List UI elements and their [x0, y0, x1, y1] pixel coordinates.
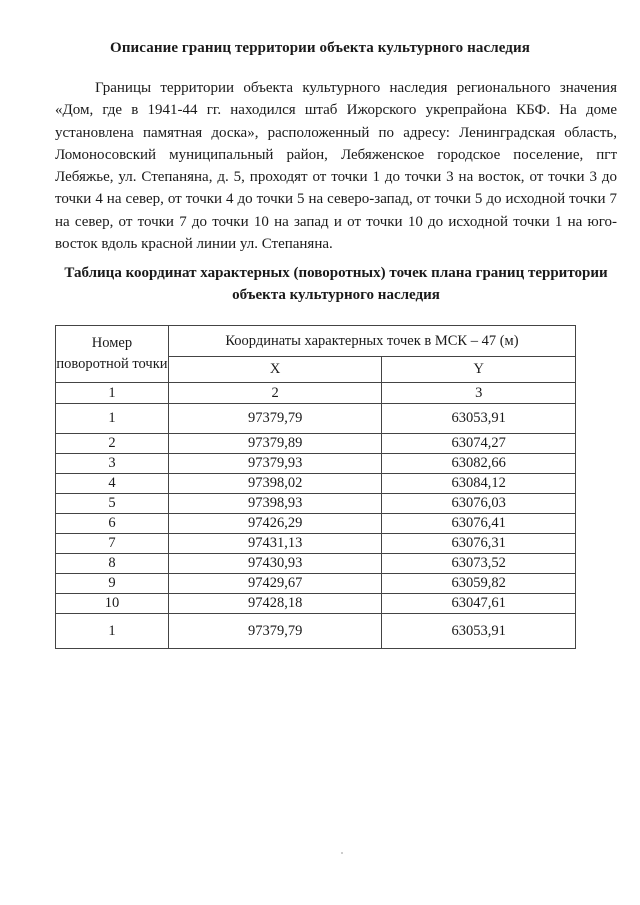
x-cell: 97430,93 [168, 554, 382, 574]
header-point-number: Номер поворотной точки [56, 326, 169, 383]
column-index-row [56, 383, 576, 404]
y-cell: 63059,82 [382, 574, 576, 594]
table-row [56, 534, 576, 554]
table-row [56, 404, 576, 434]
y-cell: 63073,52 [382, 554, 576, 574]
table-title [48, 262, 624, 306]
point-cell: 1 [56, 404, 169, 434]
point-cell: 2 [56, 434, 169, 454]
x-cell: 97428,18 [168, 594, 382, 614]
x-cell: 97398,93 [168, 494, 382, 514]
coordinates-table [55, 325, 576, 649]
table-row [56, 514, 576, 534]
y-cell: 63076,03 [382, 494, 576, 514]
header-coordinates: Координаты характерных точек в МСК – 47 (м) [168, 326, 575, 357]
point-cell: 8 [56, 554, 169, 574]
point-cell: 7 [56, 534, 169, 554]
column-index-cell: 1 [56, 383, 169, 404]
point-cell: 5 [56, 494, 169, 514]
header-x: X [168, 357, 382, 383]
column-index-cell: 2 [168, 383, 382, 404]
table-row [56, 494, 576, 514]
table-row [56, 474, 576, 494]
table-row [56, 594, 576, 614]
y-cell: 63074,27 [382, 434, 576, 454]
point-cell: 4 [56, 474, 169, 494]
document-title: Описание границ территории объекта культурного наследия [110, 40, 530, 56]
point-cell: 3 [56, 454, 169, 474]
x-cell: 97379,93 [168, 454, 382, 474]
table-title-line-2: объекта культурного наследия [232, 287, 440, 303]
x-cell: 97398,02 [168, 474, 382, 494]
point-cell: 1 [56, 614, 169, 649]
x-cell: 97431,13 [168, 534, 382, 554]
table-row [56, 454, 576, 474]
table-title-line-1: Таблица координат характерных (поворотных) точек плана границ территории [64, 265, 608, 281]
y-cell: 63053,91 [382, 404, 576, 434]
y-cell: 63082,66 [382, 454, 576, 474]
table-row [56, 554, 576, 574]
y-cell: 63053,91 [382, 614, 576, 649]
y-cell: 63047,61 [382, 594, 576, 614]
table-header-row [56, 326, 576, 357]
scan-speck [341, 852, 343, 854]
y-cell: 63076,31 [382, 534, 576, 554]
x-cell: 97379,79 [168, 614, 382, 649]
y-cell: 63084,12 [382, 474, 576, 494]
x-cell: 97426,29 [168, 514, 382, 534]
x-cell: 97379,89 [168, 434, 382, 454]
x-cell: 97429,67 [168, 574, 382, 594]
point-cell: 10 [56, 594, 169, 614]
x-cell: 97379,79 [168, 404, 382, 434]
column-index-cell: 3 [382, 383, 576, 404]
table-row [56, 434, 576, 454]
point-cell: 9 [56, 574, 169, 594]
table-row [56, 574, 576, 594]
y-cell: 63076,41 [382, 514, 576, 534]
table-row [56, 614, 576, 649]
point-cell: 6 [56, 514, 169, 534]
header-y: Y [382, 357, 576, 383]
boundary-description-paragraph: Границы территории объекта культурного наследия регионального значения «Дом, где в 1941-44 гг. находился штаб Ижорского укрепрайона КБФ. На доме установлена памятная доска», расположенный по адресу: Ленинградская область, Ломоносовский муниципальный район, Лебяженское городское поселение, пгт Лебяжье, ул. Степаняна, д. 5, проходят от точки 1 до точки 3 на восток, от точки 3 до точки 4 на север, от точки 4 до точки 5 на северо-запад, от точки 5 до исходной точки 7 на север, от точки 7 до точки 10 на запад и от точки 10 до исходной точки 1 на юго-восток вдоль красной линии ул. Степаняна. [55, 80, 617, 253]
